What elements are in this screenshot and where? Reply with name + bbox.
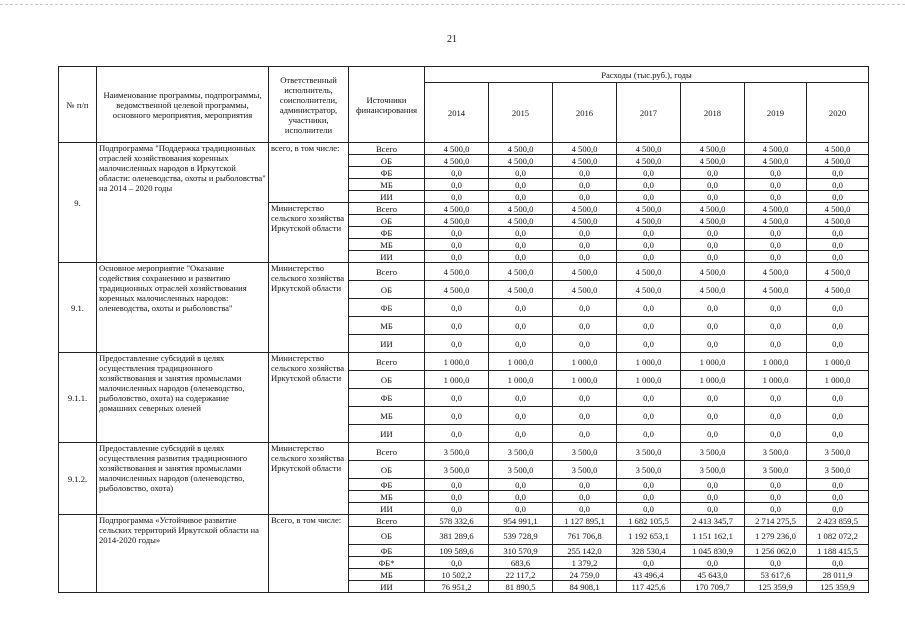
expense-value: 4 500,0	[617, 203, 681, 215]
expense-value: 310 570,9	[489, 545, 553, 557]
expense-value: 0,0	[745, 179, 807, 191]
expense-value: 3 500,0	[745, 461, 807, 479]
expense-value: 4 500,0	[617, 281, 681, 299]
expense-value: 4 500,0	[745, 143, 807, 155]
expense-value: 4 500,0	[681, 263, 745, 281]
expense-value: 0,0	[745, 557, 807, 569]
funding-source: ИИ	[349, 581, 425, 593]
expense-value: 4 500,0	[553, 263, 617, 281]
expense-value: 125 359,9	[745, 581, 807, 593]
funding-source: Всего	[349, 515, 425, 527]
expense-value: 0,0	[617, 251, 681, 263]
expense-value: 1 045 830,9	[681, 545, 745, 557]
expense-value: 3 500,0	[807, 443, 869, 461]
funding-source: ФБ	[349, 227, 425, 239]
expense-value: 4 500,0	[807, 155, 869, 167]
expense-value: 1 000,0	[681, 371, 745, 389]
expense-value: 45 643,0	[681, 569, 745, 581]
expense-value: 0,0	[681, 251, 745, 263]
expense-value: 0,0	[807, 503, 869, 515]
expense-value: 0,0	[745, 425, 807, 443]
expense-value: 0,0	[617, 503, 681, 515]
expense-value: 0,0	[681, 407, 745, 425]
expense-value: 0,0	[553, 335, 617, 353]
expense-value: 1 379,2	[553, 557, 617, 569]
expense-value: 0,0	[425, 389, 489, 407]
expense-value: 0,0	[489, 389, 553, 407]
expense-value: 0,0	[745, 167, 807, 179]
header-year: 2016	[553, 83, 617, 143]
expense-value: 539 728,9	[489, 527, 553, 545]
expense-value: 0,0	[425, 491, 489, 503]
header-year: 2018	[681, 83, 745, 143]
expense-value: 0,0	[617, 179, 681, 191]
table-row	[59, 143, 869, 155]
expense-value: 4 500,0	[745, 155, 807, 167]
expense-value: 3 500,0	[425, 461, 489, 479]
expense-value: 0,0	[489, 179, 553, 191]
expense-value: 0,0	[553, 491, 617, 503]
expense-value: 578 332,6	[425, 515, 489, 527]
expense-value: 0,0	[489, 407, 553, 425]
funding-source: Всего	[349, 443, 425, 461]
expense-value: 0,0	[681, 167, 745, 179]
expense-value: 4 500,0	[553, 281, 617, 299]
expense-value: 3 500,0	[553, 461, 617, 479]
expense-value: 0,0	[807, 389, 869, 407]
expense-value: 0,0	[553, 389, 617, 407]
expense-value: 0,0	[807, 251, 869, 263]
expense-value: 0,0	[807, 317, 869, 335]
funding-source: МБ	[349, 317, 425, 335]
expense-value: 4 500,0	[617, 143, 681, 155]
expense-value: 125 359,9	[807, 581, 869, 593]
expense-value: 0,0	[489, 503, 553, 515]
expense-value: 0,0	[617, 335, 681, 353]
expense-value: 0,0	[807, 179, 869, 191]
expense-value: 4 500,0	[489, 281, 553, 299]
expense-value: 0,0	[553, 179, 617, 191]
expense-value: 4 500,0	[553, 203, 617, 215]
expense-value: 0,0	[553, 503, 617, 515]
expense-value: 683,6	[489, 557, 553, 569]
expense-value: 0,0	[745, 251, 807, 263]
expense-value: 0,0	[617, 227, 681, 239]
expense-value: 0,0	[807, 227, 869, 239]
expense-value: 0,0	[807, 425, 869, 443]
expense-value: 1 000,0	[489, 353, 553, 371]
expense-value: 1 682 105,5	[617, 515, 681, 527]
expense-value: 0,0	[745, 227, 807, 239]
expense-value: 1 000,0	[681, 353, 745, 371]
expense-value: 0,0	[617, 425, 681, 443]
item-number: 9.1.1.	[59, 353, 97, 443]
funding-source: ИИ	[349, 503, 425, 515]
expense-value: 0,0	[553, 251, 617, 263]
expense-value: 76 951,2	[425, 581, 489, 593]
funding-source: ФБ	[349, 479, 425, 491]
expense-value: 1 000,0	[425, 371, 489, 389]
expense-value: 117 425,6	[617, 581, 681, 593]
expense-value: 0,0	[617, 167, 681, 179]
expense-value: 0,0	[553, 479, 617, 491]
expense-value: 0,0	[681, 179, 745, 191]
expense-value: 0,0	[745, 191, 807, 203]
expense-value: 4 500,0	[553, 155, 617, 167]
funding-source: ФБ	[349, 167, 425, 179]
funding-source: Всего	[349, 203, 425, 215]
expense-value: 0,0	[681, 239, 745, 251]
funding-source: ФБ*	[349, 557, 425, 569]
expense-value: 3 500,0	[681, 443, 745, 461]
expense-value: 0,0	[425, 425, 489, 443]
table-row	[59, 263, 869, 281]
item-number: 9.1.	[59, 263, 97, 353]
funding-source: Всего	[349, 353, 425, 371]
expense-value: 1 000,0	[553, 371, 617, 389]
funding-source: ОБ	[349, 155, 425, 167]
expense-value: 0,0	[425, 179, 489, 191]
expense-value: 0,0	[681, 479, 745, 491]
expense-value: 0,0	[617, 557, 681, 569]
expense-value: 4 500,0	[681, 215, 745, 227]
expense-value: 0,0	[807, 167, 869, 179]
expense-value: 1 192 653,1	[617, 527, 681, 545]
expense-value: 0,0	[745, 389, 807, 407]
expense-value: 4 500,0	[553, 215, 617, 227]
expenses-table	[58, 66, 869, 593]
expense-value: 0,0	[681, 191, 745, 203]
executor: всего, в том числе:	[269, 143, 349, 203]
expense-value: 0,0	[617, 491, 681, 503]
expense-value: 0,0	[681, 491, 745, 503]
expense-value: 3 500,0	[681, 461, 745, 479]
expense-value: 0,0	[681, 299, 745, 317]
expense-value: 4 500,0	[489, 143, 553, 155]
expense-value: 0,0	[617, 299, 681, 317]
funding-source: ИИ	[349, 251, 425, 263]
expense-value: 4 500,0	[617, 155, 681, 167]
expense-value: 1 279 236,0	[745, 527, 807, 545]
expense-value: 1 000,0	[425, 353, 489, 371]
expense-value: 0,0	[489, 479, 553, 491]
expense-value: 0,0	[681, 227, 745, 239]
expense-value: 0,0	[681, 557, 745, 569]
expense-value: 0,0	[489, 191, 553, 203]
expense-value: 1 000,0	[617, 371, 681, 389]
table-row	[59, 515, 869, 527]
expense-value: 4 500,0	[425, 215, 489, 227]
expense-value: 0,0	[745, 503, 807, 515]
expense-value: 1 082 072,2	[807, 527, 869, 545]
expense-value: 0,0	[807, 335, 869, 353]
funding-source: ФБ	[349, 299, 425, 317]
header-year: 2020	[807, 83, 869, 143]
expense-value: 0,0	[553, 317, 617, 335]
header-source: Источники финансирования	[349, 67, 425, 143]
expense-value: 0,0	[807, 239, 869, 251]
expense-value: 0,0	[617, 317, 681, 335]
expense-value: 4 500,0	[745, 281, 807, 299]
funding-source: ИИ	[349, 335, 425, 353]
expense-value: 4 500,0	[807, 143, 869, 155]
expense-value: 170 709,7	[681, 581, 745, 593]
funding-source: МБ	[349, 239, 425, 251]
expense-value: 1 000,0	[617, 353, 681, 371]
funding-source: ФБ	[349, 545, 425, 557]
item-number: 9.	[59, 143, 97, 263]
expense-value: 0,0	[745, 239, 807, 251]
table-body	[59, 143, 869, 593]
expense-value: 0,0	[745, 407, 807, 425]
expense-value: 0,0	[807, 191, 869, 203]
expense-value: 4 500,0	[553, 143, 617, 155]
expense-value: 2 714 275,5	[745, 515, 807, 527]
expense-value: 0,0	[425, 167, 489, 179]
expense-value: 3 500,0	[745, 443, 807, 461]
expense-value: 4 500,0	[681, 155, 745, 167]
expense-value: 0,0	[553, 407, 617, 425]
header-year: 2017	[617, 83, 681, 143]
expense-value: 4 500,0	[745, 263, 807, 281]
funding-source: ИИ	[349, 191, 425, 203]
header-year: 2014	[425, 83, 489, 143]
expense-value: 0,0	[489, 317, 553, 335]
expense-value: 1 188 415,5	[807, 545, 869, 557]
item-name: Предоставление субсидий в целях осуществления традиционного хозяйствования и занятия промыслами малочисленных народов (оленеводство, рыболовство, охота) на содержание домашних северных оленей	[97, 353, 269, 443]
header-name: Наименование программы, подпрограммы, ведомственной целевой программы, основного мероприятия, мероприятия	[97, 67, 269, 143]
expense-value: 0,0	[617, 191, 681, 203]
item-name: Основное мероприятие "Оказание содействия сохранению и развитию традиционных отраслей хозяйствования коренных малочисленных народов: оленеводства, охоты и рыболовства"	[97, 263, 269, 353]
expense-value: 4 500,0	[425, 281, 489, 299]
header-year: 2019	[745, 83, 807, 143]
expense-value: 22 117,2	[489, 569, 553, 581]
expense-value: 3 500,0	[553, 443, 617, 461]
funding-source: ОБ	[349, 281, 425, 299]
executor: Министерство сельского хозяйства Иркутской области	[269, 443, 349, 515]
expense-value: 0,0	[807, 299, 869, 317]
expense-value: 0,0	[489, 227, 553, 239]
executor: Министерство сельского хозяйства Иркутской области	[269, 203, 349, 263]
page-top-rule	[0, 4, 905, 6]
expense-value: 4 500,0	[489, 215, 553, 227]
expense-value: 4 500,0	[489, 155, 553, 167]
expense-value: 954 991,1	[489, 515, 553, 527]
expense-value: 0,0	[489, 335, 553, 353]
expense-value: 1 256 062,0	[745, 545, 807, 557]
expense-value: 0,0	[425, 227, 489, 239]
expense-value: 28 011,9	[807, 569, 869, 581]
expense-value: 0,0	[425, 479, 489, 491]
expense-value: 1 127 895,1	[553, 515, 617, 527]
expense-value: 0,0	[425, 239, 489, 251]
expense-value: 0,0	[745, 479, 807, 491]
expense-value: 4 500,0	[425, 143, 489, 155]
expense-value: 0,0	[617, 239, 681, 251]
expense-value: 1 000,0	[489, 371, 553, 389]
expense-value: 0,0	[489, 239, 553, 251]
expense-value: 0,0	[807, 557, 869, 569]
expense-value: 0,0	[489, 299, 553, 317]
expense-value: 53 617,6	[745, 569, 807, 581]
expense-value: 4 500,0	[807, 281, 869, 299]
expense-value: 0,0	[617, 407, 681, 425]
funding-source: ИИ	[349, 425, 425, 443]
expense-value: 3 500,0	[807, 461, 869, 479]
expense-value: 4 500,0	[617, 215, 681, 227]
item-name: Подпрограмма "Поддержка традиционных отраслей хозяйствования коренных малочисленных народов в Иркутской области: оленеводства, охоты и рыболовства" на 2014 – 2020 годы	[97, 143, 269, 263]
expense-value: 381 289,6	[425, 527, 489, 545]
expense-value: 0,0	[745, 335, 807, 353]
expense-value: 0,0	[425, 503, 489, 515]
expense-value: 3 500,0	[425, 443, 489, 461]
expense-value: 0,0	[807, 491, 869, 503]
expense-value: 0,0	[489, 425, 553, 443]
expense-value: 4 500,0	[681, 281, 745, 299]
item-name: Предоставление субсидий в целях осуществления развития традиционного хозяйствования и занятия промыслами малочисленных народов (оленеводство, рыболовство, охота)	[97, 443, 269, 515]
expense-value: 0,0	[553, 191, 617, 203]
expense-value: 1 000,0	[553, 353, 617, 371]
expense-value: 4 500,0	[425, 263, 489, 281]
expense-value: 4 500,0	[617, 263, 681, 281]
expense-value: 0,0	[681, 503, 745, 515]
expense-value: 0,0	[553, 227, 617, 239]
funding-source: ФБ	[349, 389, 425, 407]
expense-value: 0,0	[681, 317, 745, 335]
page-number: 21	[447, 34, 457, 45]
funding-source: Всего	[349, 263, 425, 281]
expense-value: 4 500,0	[489, 263, 553, 281]
expense-value: 1 151 162,1	[681, 527, 745, 545]
expense-value: 0,0	[425, 299, 489, 317]
expense-value: 3 500,0	[489, 461, 553, 479]
expense-value: 3 500,0	[617, 461, 681, 479]
expense-value: 4 500,0	[681, 143, 745, 155]
table-row	[59, 353, 869, 371]
header-executor: Ответственный исполнитель, соисполнители, администратор, участники, исполнители	[269, 67, 349, 143]
item-number: 9.1.2.	[59, 443, 97, 515]
expense-value: 4 500,0	[681, 203, 745, 215]
funding-source: МБ	[349, 407, 425, 425]
expense-value: 0,0	[745, 299, 807, 317]
expense-value: 0,0	[425, 191, 489, 203]
expense-value: 0,0	[489, 167, 553, 179]
expense-value: 2 413 345,7	[681, 515, 745, 527]
expense-value: 1 000,0	[745, 371, 807, 389]
expense-value: 0,0	[425, 557, 489, 569]
expense-value: 0,0	[553, 425, 617, 443]
expense-value: 0,0	[425, 335, 489, 353]
expense-value: 4 500,0	[807, 263, 869, 281]
funding-source: ОБ	[349, 461, 425, 479]
expense-value: 0,0	[681, 425, 745, 443]
executor: Министерство сельского хозяйства Иркутской области	[269, 263, 349, 353]
executor: Министерство сельского хозяйства Иркутской области	[269, 353, 349, 443]
expense-value: 0,0	[807, 407, 869, 425]
expense-value: 3 500,0	[489, 443, 553, 461]
funding-source: Всего	[349, 143, 425, 155]
expense-value: 1 000,0	[745, 353, 807, 371]
expense-value: 4 500,0	[489, 203, 553, 215]
expense-value: 0,0	[489, 491, 553, 503]
funding-source: МБ	[349, 491, 425, 503]
expense-value: 4 500,0	[425, 203, 489, 215]
expense-value: 2 423 859,5	[807, 515, 869, 527]
expense-value: 0,0	[553, 167, 617, 179]
expense-value: 4 500,0	[807, 203, 869, 215]
header-num: № п/п	[59, 67, 97, 143]
expense-value: 109 589,6	[425, 545, 489, 557]
expense-value: 10 502,2	[425, 569, 489, 581]
expense-value: 0,0	[425, 317, 489, 335]
expense-value: 0,0	[681, 335, 745, 353]
header-year: 2015	[489, 83, 553, 143]
expense-value: 0,0	[617, 389, 681, 407]
expense-value: 0,0	[553, 239, 617, 251]
expense-value: 0,0	[553, 299, 617, 317]
expense-value: 4 500,0	[745, 215, 807, 227]
expense-value: 0,0	[425, 251, 489, 263]
expense-value: 84 908,1	[553, 581, 617, 593]
funding-source: МБ	[349, 179, 425, 191]
table-row	[59, 443, 869, 461]
funding-source: ОБ	[349, 527, 425, 545]
funding-source: МБ	[349, 569, 425, 581]
expense-value: 1 000,0	[807, 371, 869, 389]
expense-value: 0,0	[617, 479, 681, 491]
item-number	[59, 515, 97, 593]
executor: Всего, в том числе:	[269, 515, 349, 593]
expense-value: 4 500,0	[425, 155, 489, 167]
expense-value: 0,0	[807, 479, 869, 491]
expense-value: 81 890,5	[489, 581, 553, 593]
expense-value: 0,0	[745, 317, 807, 335]
expense-value: 4 500,0	[745, 203, 807, 215]
expense-value: 0,0	[745, 491, 807, 503]
header-expenses: Расходы (тыс.руб.), годы	[425, 67, 869, 83]
expense-value: 1 000,0	[807, 353, 869, 371]
expense-value: 328 530,4	[617, 545, 681, 557]
expense-value: 0,0	[489, 251, 553, 263]
expense-value: 43 496,4	[617, 569, 681, 581]
expense-value: 4 500,0	[807, 215, 869, 227]
item-name: Подпрограмма «Устойчивое развитие сельских территорий Иркутской области на 2014-2020 годы»	[97, 515, 269, 593]
funding-source: ОБ	[349, 215, 425, 227]
expense-value: 24 759,0	[553, 569, 617, 581]
funding-source: ОБ	[349, 371, 425, 389]
expense-value: 3 500,0	[617, 443, 681, 461]
expense-value: 0,0	[681, 389, 745, 407]
expense-value: 255 142,0	[553, 545, 617, 557]
expense-value: 0,0	[425, 407, 489, 425]
expense-value: 761 706,8	[553, 527, 617, 545]
